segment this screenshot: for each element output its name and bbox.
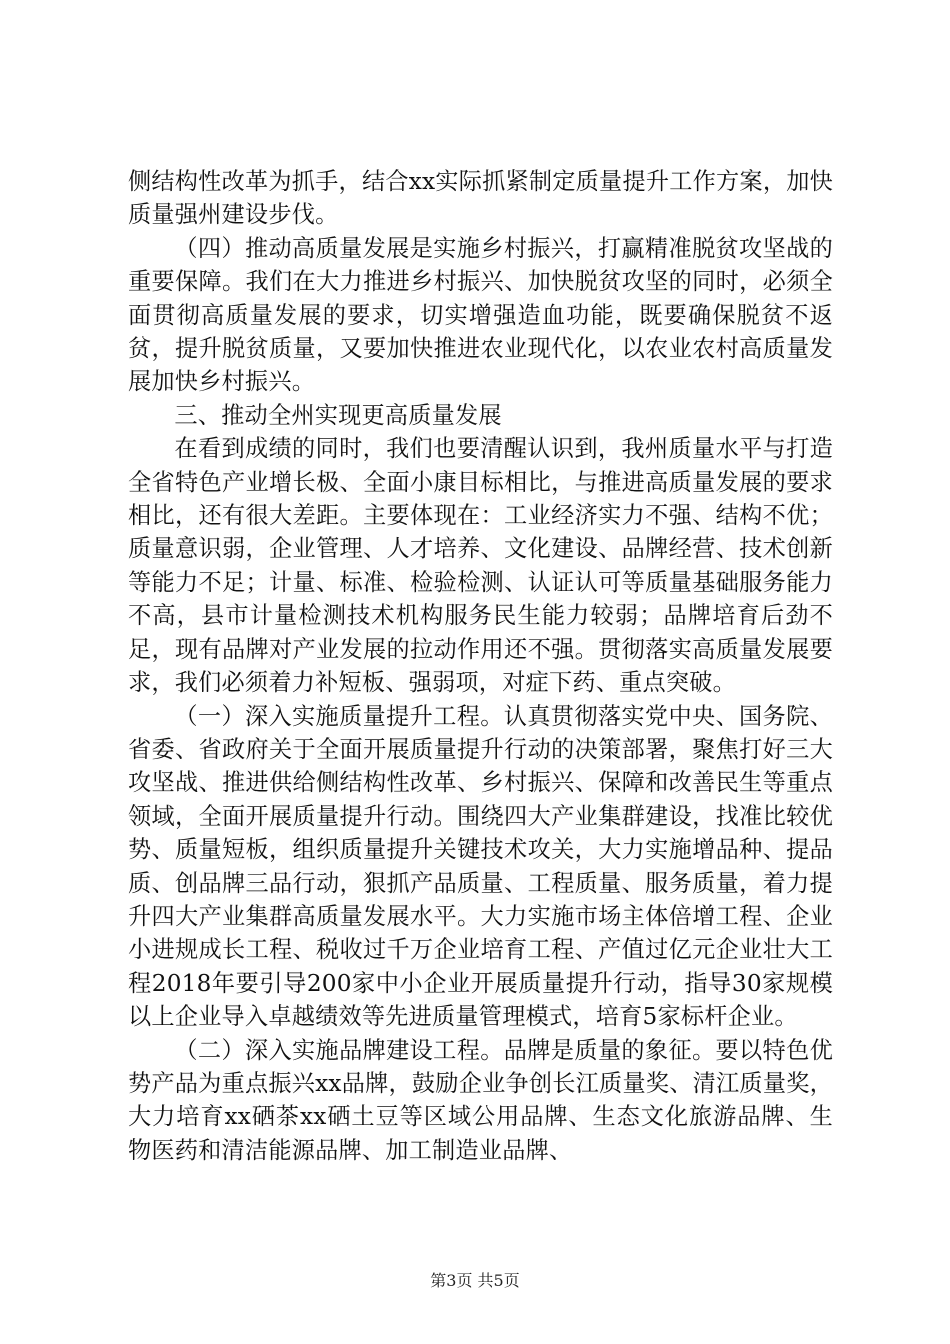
paragraph-5: （二）深入实施品牌建设工程。品牌是质量的象征。要以特色优势产品为重点振兴xx品牌，鼓励企业争创长江质量奖、清江质量奖，大力培育xx硒茶xx硒土豆等区域公用品牌、生态文化旅游品牌、生物医药和清洁能源品牌、加工制造业品牌、 bbox=[128, 1036, 833, 1164]
document-body bbox=[128, 165, 833, 1167]
paragraph-3: 在看到成绩的同时，我们也要清醒认识到，我州质量水平与打造全省特色产业增长极、全面小康目标相比，与推进高质量发展的要求相比，还有很大差距。主要体现在：工业经济实力不强、结构不优；质量意识弱，企业管理、人才培养、文化建设、品牌经营、技术创新等能力不足；计量、标准、检验检测、认证认可等质量基础服务能力不高，县市计量检测技术机构服务民生能力较弱；品牌培育后劲不足，现有品牌对产业发展的拉动作用还不强。贯彻落实高质量发展要求，我们必须着力补短板、强弱项，对症下药、重点突破。 bbox=[128, 435, 833, 697]
paragraph-1: 侧结构性改革为抓手，结合xx实际抓紧制定质量提升工作方案，加快质量强州建设步伐。 bbox=[128, 168, 833, 229]
paragraph-2: （四）推动高质量发展是实施乡村振兴，打赢精准脱贫攻坚战的重要保障。我们在大力推进乡村振兴、加快脱贫攻坚的同时，必须全面贯彻高质量发展的要求，切实增强造血功能，既要确保脱贫不返贫，提升脱贫质量，又要加快推进农业现代化，以农业农村高质量发展加快乡村振兴。 bbox=[128, 234, 833, 396]
paragraph-4: （一）深入实施质量提升工程。认真贯彻落实党中央、国务院、省委、省政府关于全面开展质量提升行动的决策部署，聚焦打好三大攻坚战、推进供给侧结构性改革、乡村振兴、保障和改善民生等重点领域，全面开展质量提升行动。围绕四大产业集群建设，找准比较优势、质量短板，组织质量提升关键技术攻关，大力实施增品种、提品质、创品牌三品行动，狠抓产品质量、工程质量、服务质量，着力提升四大产业集群高质量发展水平。大力实施市场主体倍增工程、企业小进规成长工程、税收过千万企业培育工程、产值过亿元企业壮大工程2018年要引导200家中小企业开展质量提升行动，指导30家规模以上企业导入卓越绩效等先进质量管理模式，培育5家标杆企业。 bbox=[128, 702, 833, 1031]
page-number-footer: 第3页 共5页 bbox=[430, 1271, 520, 1290]
section-heading: 三、推动全州实现更高质量发展 bbox=[174, 401, 502, 429]
